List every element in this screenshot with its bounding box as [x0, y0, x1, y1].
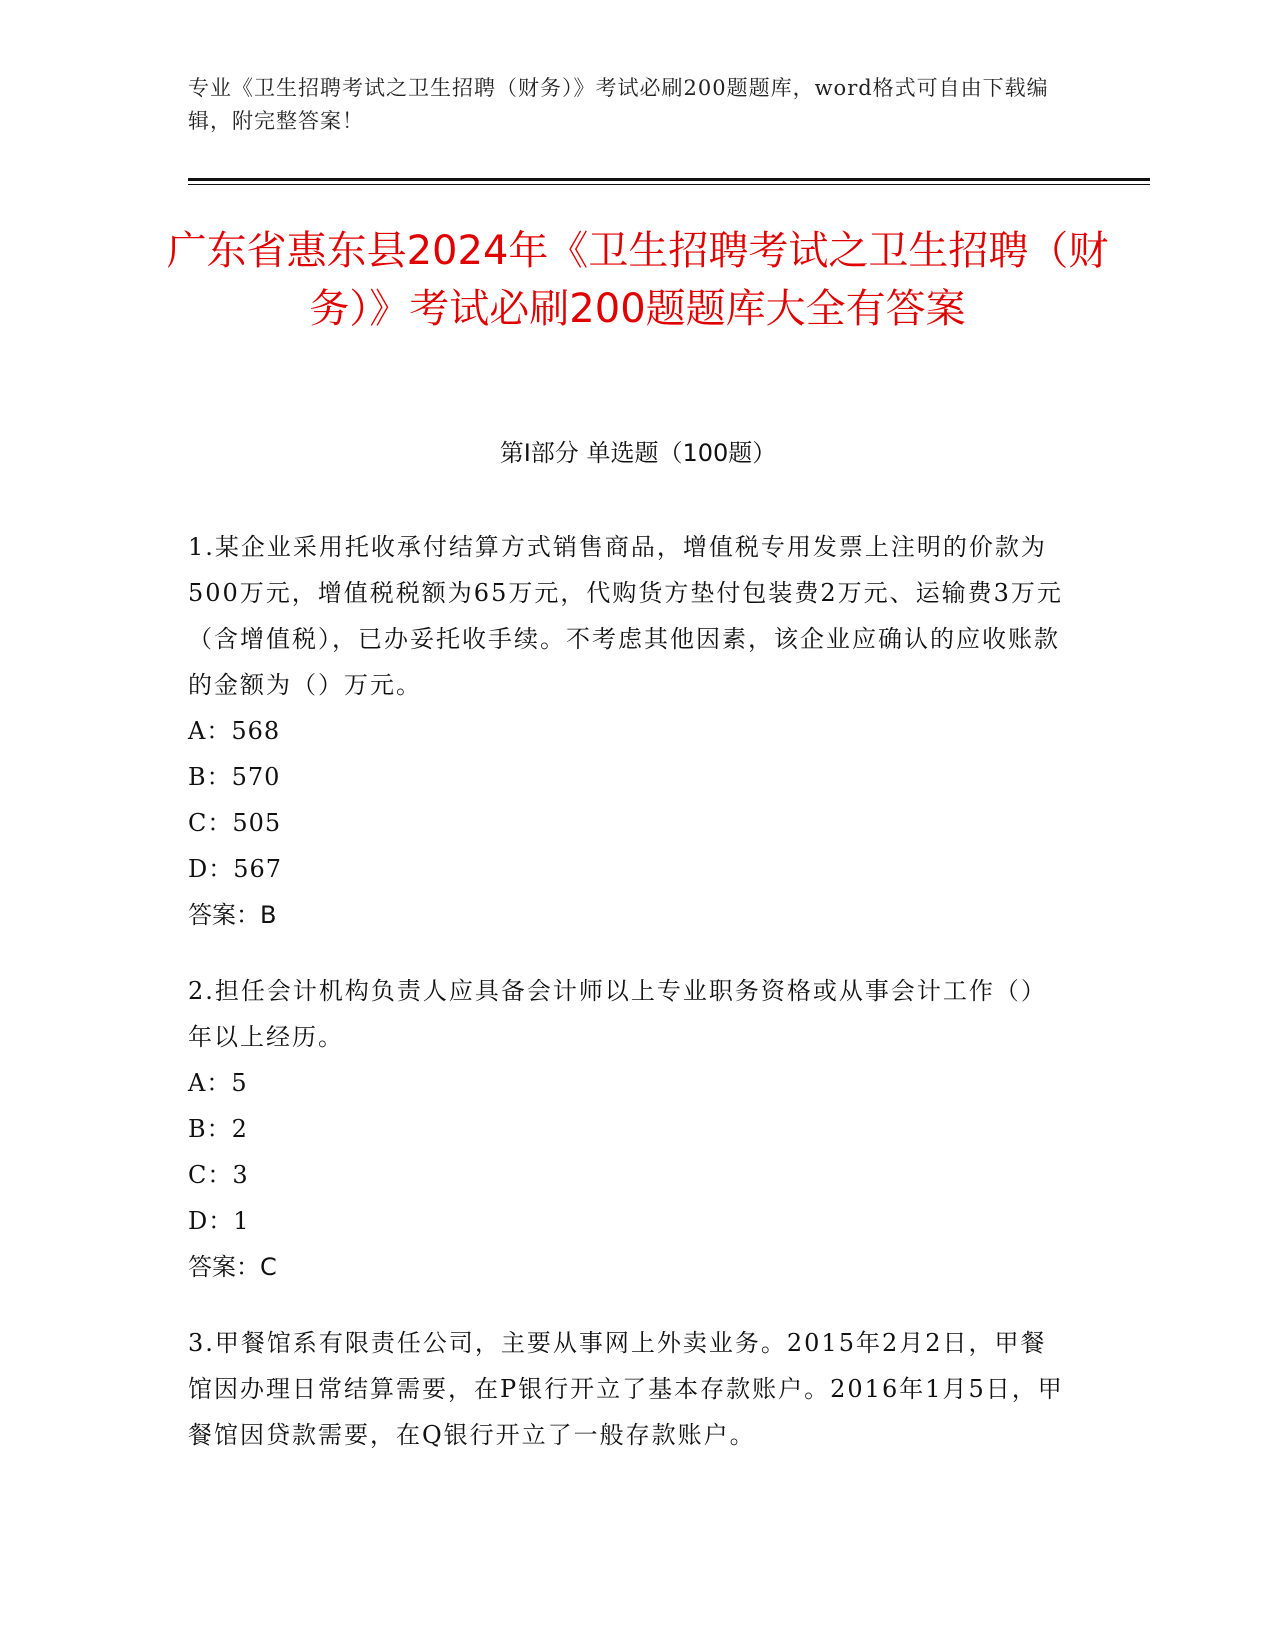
question-2	[188, 968, 1068, 1290]
question-list	[188, 524, 1068, 1488]
option-c: C：3	[188, 1161, 249, 1189]
option-b: B：2	[188, 1115, 248, 1143]
option-d: D：567	[188, 855, 283, 883]
option-d: D：1	[188, 1207, 250, 1235]
option-b: B：570	[188, 763, 281, 791]
question-stem: 3.甲餐馆系有限责任公司，主要从事网上外卖业务。2015年2月2日，甲餐馆因办理日常结算需要，在P银行开立了基本存款账户。2016年1月5日，甲餐馆因贷款需要，在Q银行开立了一般存款账户。	[188, 1329, 1064, 1449]
section-title: 第Ⅰ部分 单选题（100题）	[499, 439, 777, 467]
question-3	[188, 1320, 1068, 1458]
question-stem: 2.担任会计机构负责人应具备会计师以上专业职务资格或从事会计工作（）年以上经历。	[188, 977, 1047, 1051]
header-note: 专业《卫生招聘考试之卫生招聘（财务）》考试必刷200题题库，word格式可自由下载编辑，附完整答案！	[188, 76, 1049, 133]
header-divider-thin	[188, 184, 1150, 185]
option-a: A：568	[188, 717, 281, 745]
question-1	[188, 524, 1068, 938]
header-divider-thick	[188, 178, 1150, 181]
document-title: 广东省惠东县2024年《卫生招聘考试之卫生招聘（财务）》考试必刷200题题库大全有答案	[166, 228, 1109, 332]
option-a: A：5	[188, 1069, 248, 1097]
question-stem: 1.某企业采用托收承付结算方式销售商品，增值税专用发票上注明的价款为500万元，增值税税额为65万元，代购货方垫付包装费2万元、运输费3万元（含增值税），已办妥托收手续。不考虑其他因素，该企业应确认的应收账款的金额为（）万元。	[188, 533, 1063, 699]
answer-line: 答案：B	[188, 901, 277, 929]
answer-line: 答案：C	[188, 1253, 277, 1281]
option-c: C：505	[188, 809, 282, 837]
